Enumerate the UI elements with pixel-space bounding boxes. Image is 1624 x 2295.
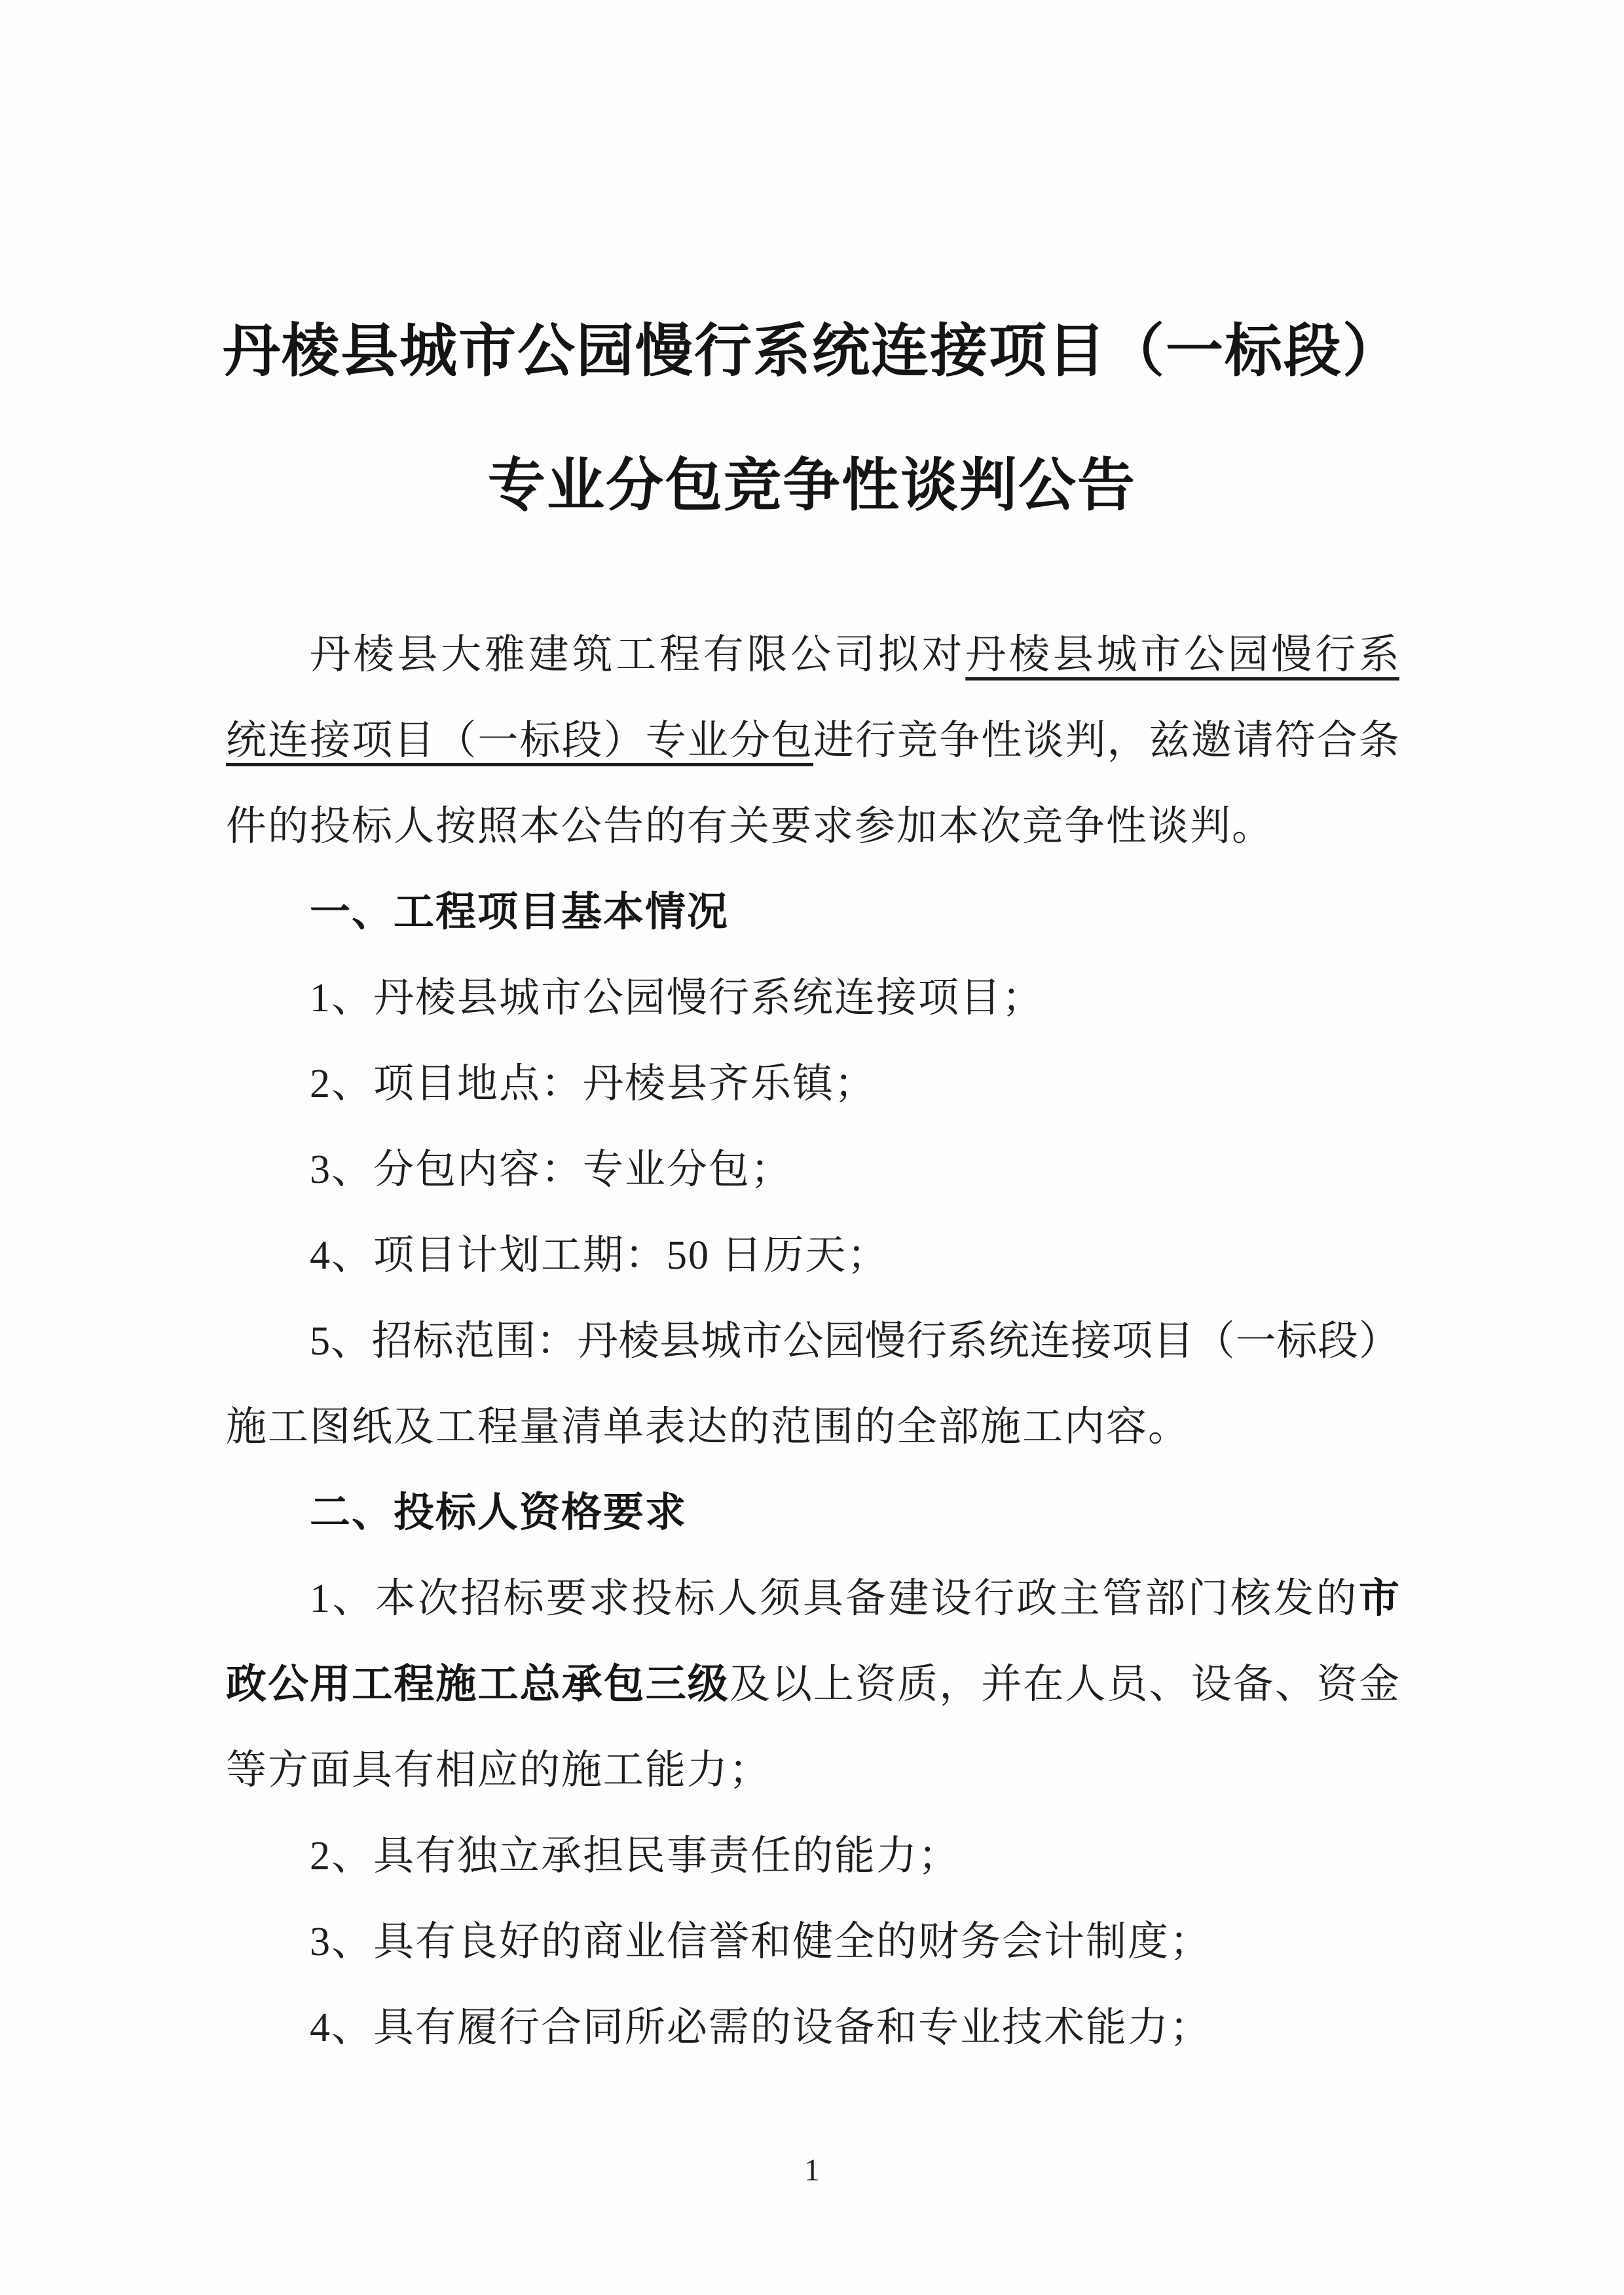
qualification-text: 1、本次招标要求投标人须具备建设行政主管部门核发的 bbox=[310, 1577, 1359, 1621]
section-1-item-5-line-1: 5、招标范围：丹棱县城市公园慢行系统连接项目（一标段） bbox=[310, 1319, 1399, 1364]
section-2-item-1-line-1 bbox=[226, 1556, 1399, 1642]
document-body bbox=[226, 612, 1399, 2071]
section-2-item-1-line-2 bbox=[226, 1642, 1399, 1728]
document-title-line-2: 专业分包竞争性谈判公告 bbox=[487, 455, 1136, 518]
qualification-bold-text-part-1: 市 bbox=[1358, 1577, 1399, 1621]
section-1-item-3: 3、分包内容：专业分包； bbox=[310, 1148, 793, 1192]
section-1-item-1: 1、丹棱县城市公园慢行系统连接项目； bbox=[310, 976, 1044, 1020]
qualification-text-continued: 及以上资质，并在人员、设备、资金 bbox=[729, 1662, 1399, 1707]
document-title-line-1: 丹棱县城市公园慢行系统连接项目（一标段） bbox=[222, 320, 1401, 384]
intro-text-after-underline: 进行竞争性谈判，兹邀请符合条 bbox=[813, 718, 1399, 763]
intro-line-1 bbox=[226, 612, 1399, 698]
section-2-item-4: 4、具有履行合同所必需的设备和专业技术能力； bbox=[310, 2006, 1212, 2050]
intro-line-2 bbox=[226, 698, 1399, 784]
section-1-item-5-line-2: 施工图纸及工程量清单表达的范围的全部施工内容。 bbox=[226, 1405, 1190, 1449]
intro-line-3: 件的投标人按照本公告的有关要求参加本次竞争性谈判。 bbox=[226, 804, 1274, 849]
section-1-heading: 一、工程项目基本情况 bbox=[310, 890, 729, 935]
section-2-item-2: 2、具有独立承担民事责任的能力； bbox=[310, 1834, 961, 1878]
qualification-bold-text-part-2: 政公用工程施工总承包三级 bbox=[226, 1662, 729, 1707]
page-number: 1 bbox=[804, 2153, 820, 2188]
section-2-heading: 二、投标人资格要求 bbox=[310, 1491, 688, 1535]
section-2-item-3: 3、具有良好的商业信誉和健全的财务会计制度； bbox=[310, 1920, 1212, 1964]
document-title bbox=[92, 285, 1532, 553]
underlined-project-name-part-2: 统连接项目（一标段）专业分包 bbox=[226, 718, 814, 763]
section-1-item-4: 4、项目计划工期：50 日历天； bbox=[310, 1233, 889, 1278]
intro-text-before-underline: 丹棱县大雅建筑工程有限公司拟对 bbox=[310, 633, 966, 677]
section-2-item-1-line-3: 等方面具有相应的施工能力； bbox=[226, 1748, 771, 1793]
section-1-item-2: 2、项目地点：丹棱县齐乐镇； bbox=[310, 1062, 877, 1106]
underlined-project-name-part-1: 丹棱县城市公园慢行系 bbox=[965, 633, 1399, 677]
